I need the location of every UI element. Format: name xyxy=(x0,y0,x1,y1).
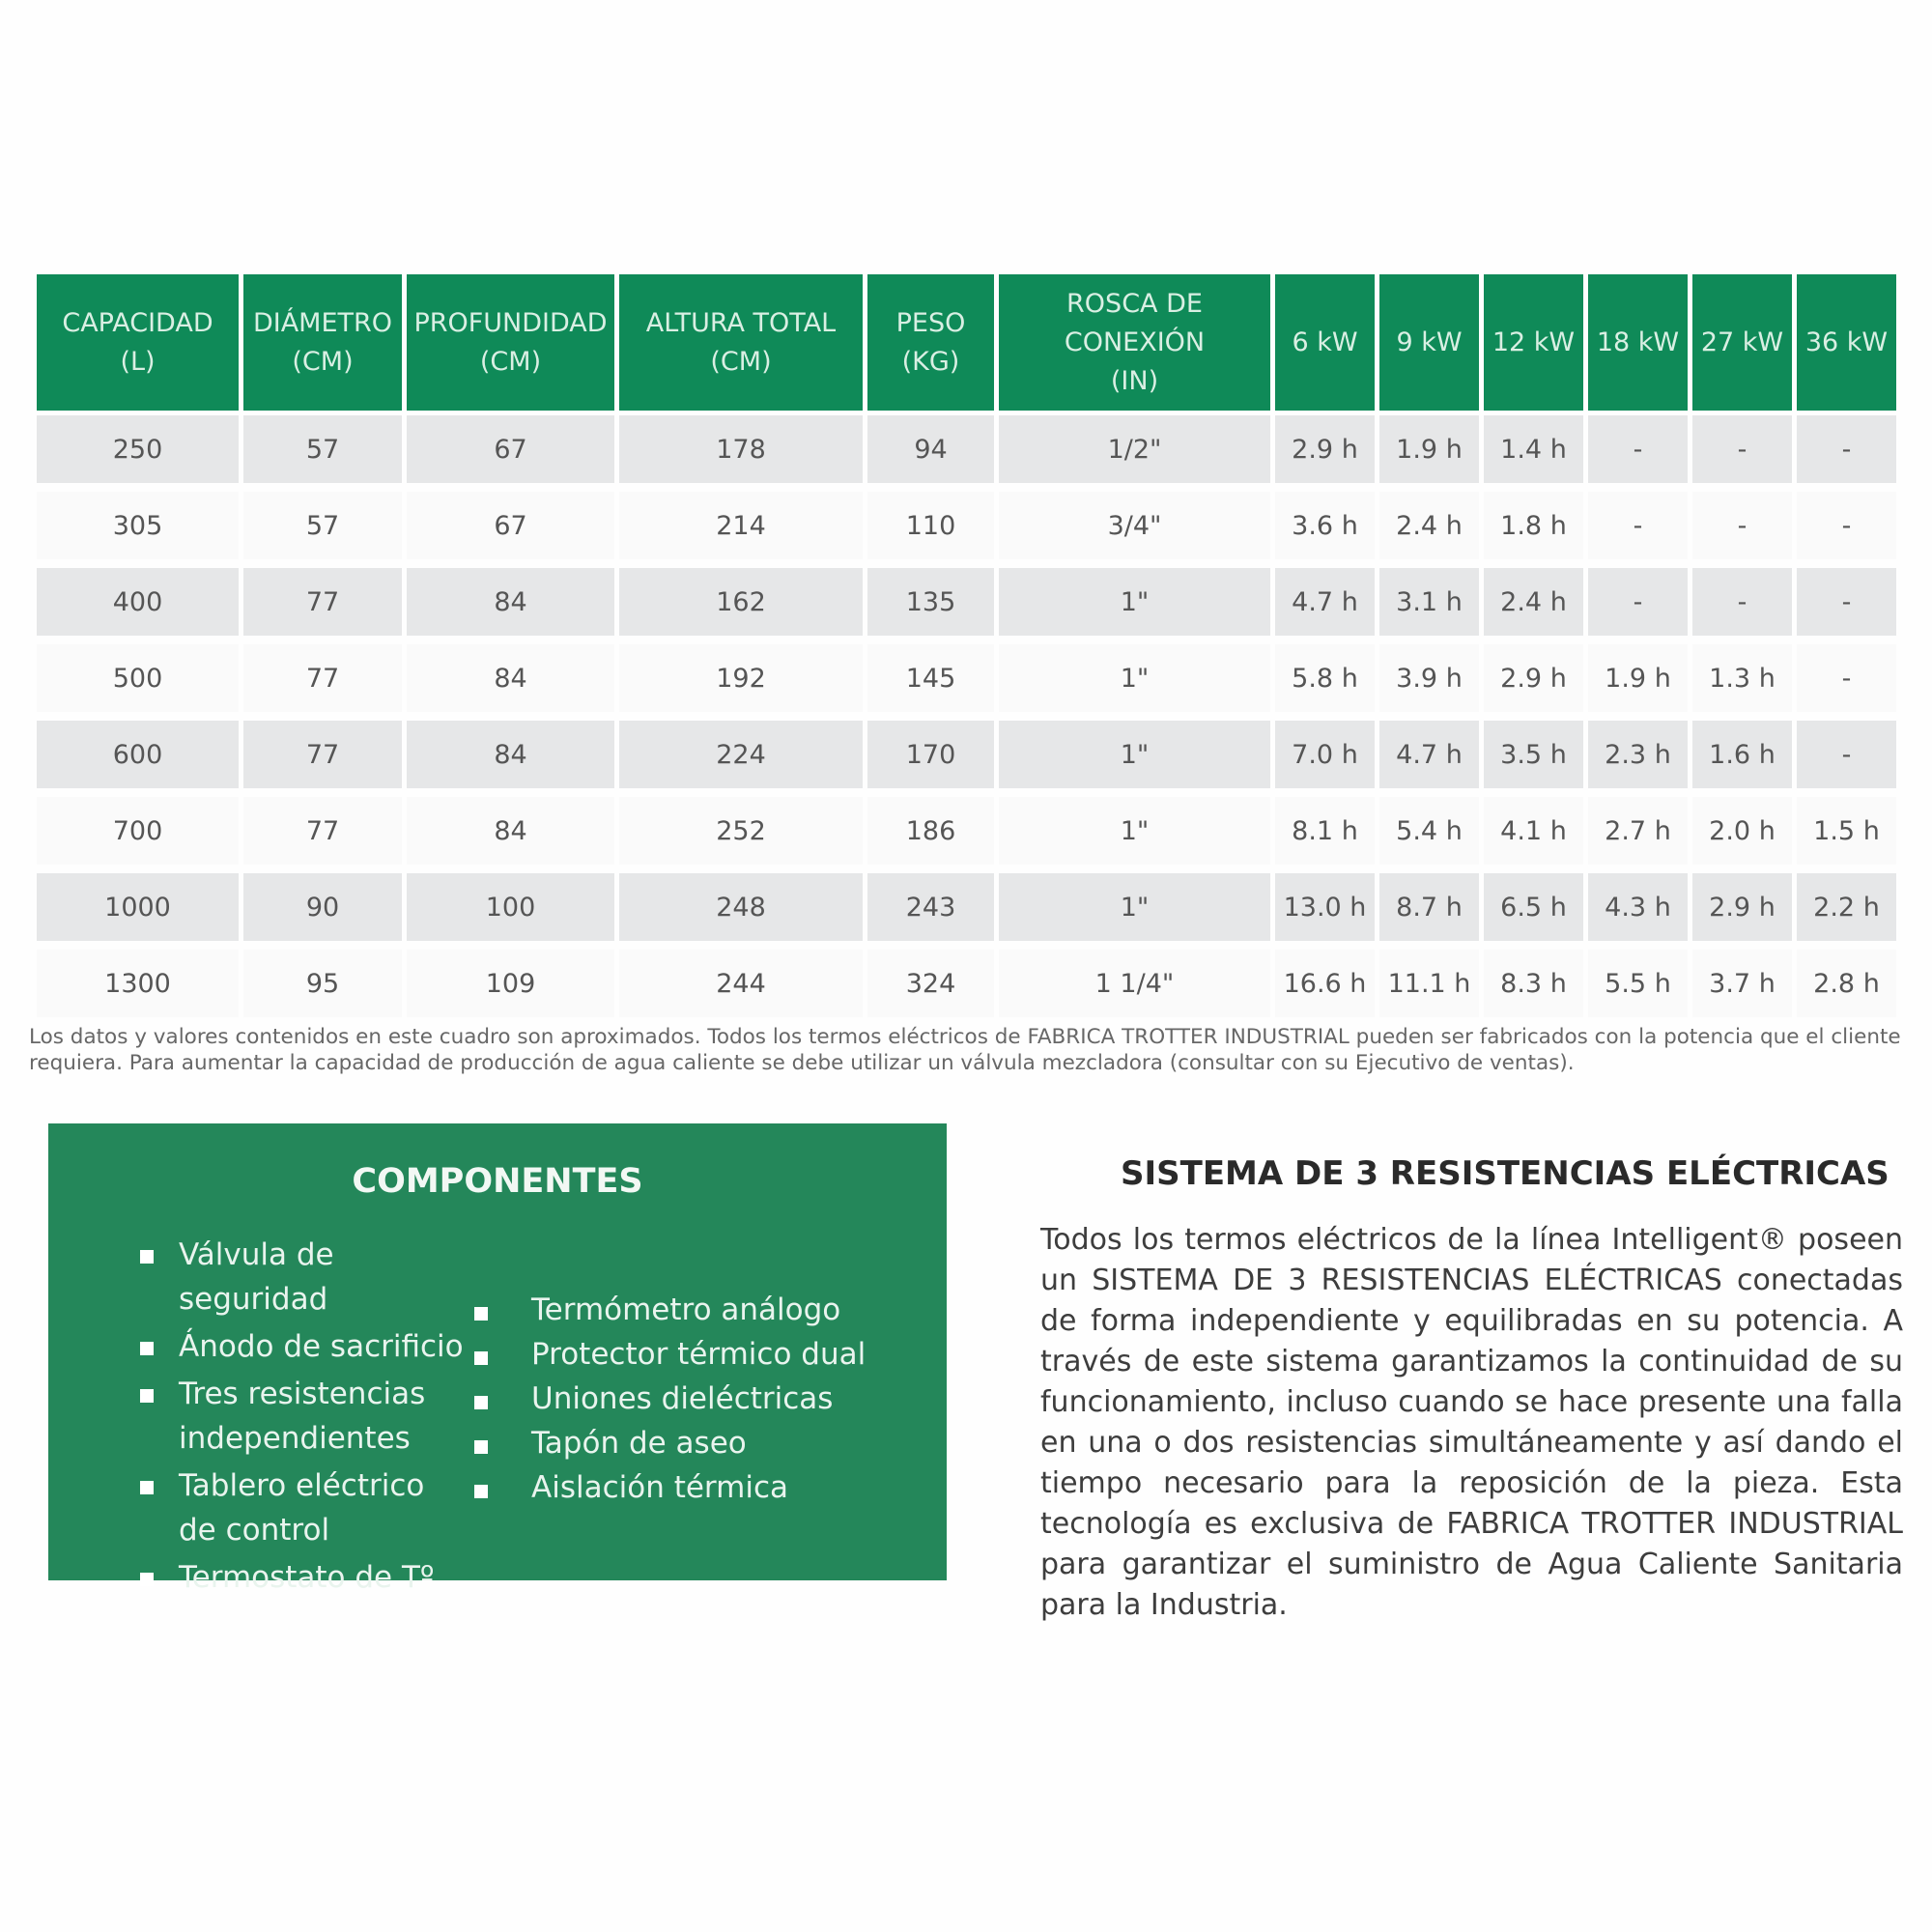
table-cell: 67 xyxy=(407,415,614,492)
table-cell: 1.5 h xyxy=(1797,797,1896,873)
table-cell: 1" xyxy=(999,873,1270,950)
table-cell: 224 xyxy=(619,721,863,797)
list-item xyxy=(457,1332,882,1377)
column-header-line: (CM) xyxy=(710,346,772,377)
column-header-line: 27 kW xyxy=(1700,327,1784,357)
table-cell: 77 xyxy=(243,797,402,873)
table-cell: 2.3 h xyxy=(1588,721,1688,797)
table-cell: 5.4 h xyxy=(1379,797,1479,873)
table-cell: 8.1 h xyxy=(1275,797,1375,873)
table-cell: 248 xyxy=(619,873,863,950)
list-item-label: Uniones dieléctricas xyxy=(531,1381,834,1416)
table-cell: 5.5 h xyxy=(1588,950,1688,1026)
column-header-line: ROSCA DE xyxy=(1066,288,1203,319)
column-header xyxy=(619,274,863,415)
column-header-line: 18 kW xyxy=(1596,327,1680,357)
column-header xyxy=(999,274,1270,415)
column-header xyxy=(1275,274,1375,415)
square-bullet-icon xyxy=(474,1307,488,1321)
list-item xyxy=(457,1465,882,1510)
table-cell: 2.9 h xyxy=(1692,873,1792,950)
column-header xyxy=(1797,274,1896,415)
table-cell: 57 xyxy=(243,415,402,492)
table-cell: 1" xyxy=(999,644,1270,721)
table-cell: 84 xyxy=(407,797,614,873)
column-header xyxy=(37,274,239,415)
table-cell: 1000 xyxy=(37,873,239,950)
table-cell: 3/4" xyxy=(999,492,1270,568)
table-cell: 1.3 h xyxy=(1692,644,1792,721)
table-cell: 1.4 h xyxy=(1484,415,1583,492)
table-cell: 7.0 h xyxy=(1275,721,1375,797)
table-cell: 84 xyxy=(407,721,614,797)
table-cell: 2.8 h xyxy=(1797,950,1896,1026)
table-cell: 1/2" xyxy=(999,415,1270,492)
table-cell: 1" xyxy=(999,568,1270,644)
table-cell: 8.7 h xyxy=(1379,873,1479,950)
table-body xyxy=(37,415,1896,1026)
table-cell: - xyxy=(1797,721,1896,797)
componentes-list-left xyxy=(130,1233,469,1603)
table-cell: 2.2 h xyxy=(1797,873,1896,950)
table-cell: 3.6 h xyxy=(1275,492,1375,568)
table-row xyxy=(37,721,1896,797)
column-header xyxy=(1588,274,1688,415)
table-row xyxy=(37,644,1896,721)
spec-table xyxy=(32,274,1901,1026)
table-cell: 4.3 h xyxy=(1588,873,1688,950)
list-item xyxy=(130,1233,469,1321)
sistema-title: SISTEMA DE 3 RESISTENCIAS ELÉCTRICAS xyxy=(1121,1154,1889,1193)
table-cell: 214 xyxy=(619,492,863,568)
table-cell: - xyxy=(1797,492,1896,568)
column-header xyxy=(867,274,994,415)
table-cell: 1.9 h xyxy=(1588,644,1688,721)
table-cell: - xyxy=(1692,492,1792,568)
table-cell: - xyxy=(1797,415,1896,492)
table-row xyxy=(37,950,1896,1026)
column-header xyxy=(1692,274,1792,415)
column-header-line: PROFUNDIDAD xyxy=(413,307,608,338)
list-item-label: Válvula de seguridad xyxy=(179,1237,334,1317)
square-bullet-icon xyxy=(474,1396,488,1409)
square-bullet-icon xyxy=(474,1351,488,1365)
table-cell: - xyxy=(1797,568,1896,644)
column-header-line: 36 kW xyxy=(1804,327,1889,357)
table-cell: 2.4 h xyxy=(1379,492,1479,568)
table-cell: 4.7 h xyxy=(1275,568,1375,644)
table-cell: 6.5 h xyxy=(1484,873,1583,950)
table-cell: 135 xyxy=(867,568,994,644)
square-bullet-icon xyxy=(140,1481,154,1494)
table-row xyxy=(37,873,1896,950)
column-header-line: 9 kW xyxy=(1396,327,1463,357)
componentes-title: COMPONENTES xyxy=(352,1162,643,1201)
column-header-line: (L) xyxy=(120,346,156,377)
table-cell: 109 xyxy=(407,950,614,1026)
list-item xyxy=(457,1421,882,1465)
table-cell: 67 xyxy=(407,492,614,568)
list-item xyxy=(130,1324,469,1369)
table-cell: - xyxy=(1588,568,1688,644)
list-item xyxy=(457,1377,882,1421)
column-header-line: CONEXIÓN xyxy=(1064,327,1206,357)
table-cell: 2.9 h xyxy=(1275,415,1375,492)
table-cell: 250 xyxy=(37,415,239,492)
list-item xyxy=(130,1463,469,1552)
column-header xyxy=(1484,274,1583,415)
table-cell: 100 xyxy=(407,873,614,950)
list-item-label: Termostato de Tº xyxy=(179,1560,435,1595)
table-cell: 1.8 h xyxy=(1484,492,1583,568)
componentes-box xyxy=(48,1123,947,1595)
table-footnote: Los datos y valores contenidos en este cuadro son aproximados. Todos los termos eléctricos de FABRICA TROTTER INDUSTRIAL pueden ser fabricados con la potencia que el cliente requiera. Para aumentar la capacidad de producción de agua caliente se debe utilizar un válvula mezcladora (consultar con su Ejecutivo de ventas). xyxy=(29,1025,1901,1075)
table-row xyxy=(37,415,1896,492)
table-cell: - xyxy=(1797,644,1896,721)
table-cell: 700 xyxy=(37,797,239,873)
table-cell: 16.6 h xyxy=(1275,950,1375,1026)
table-cell: 1.9 h xyxy=(1379,415,1479,492)
table-cell: - xyxy=(1692,568,1792,644)
table-cell: 145 xyxy=(867,644,994,721)
table-cell: 77 xyxy=(243,721,402,797)
square-bullet-icon xyxy=(140,1389,154,1403)
column-header xyxy=(1379,274,1479,415)
table-cell: 77 xyxy=(243,568,402,644)
table-cell: 94 xyxy=(867,415,994,492)
list-item-label: Tablero eléctrico de control xyxy=(179,1468,425,1548)
table-cell: 1.6 h xyxy=(1692,721,1792,797)
table-cell: - xyxy=(1692,415,1792,492)
table-cell: 5.8 h xyxy=(1275,644,1375,721)
list-item xyxy=(130,1555,469,1600)
table-header-row xyxy=(37,274,1896,415)
list-item-label: Protector térmico dual xyxy=(531,1337,867,1372)
table-cell: 2.9 h xyxy=(1484,644,1583,721)
column-header-line: (IN) xyxy=(1110,365,1159,396)
table-cell: - xyxy=(1588,415,1688,492)
square-bullet-icon xyxy=(140,1250,154,1264)
table-cell: 110 xyxy=(867,492,994,568)
column-header-line: 12 kW xyxy=(1492,327,1576,357)
column-header-line: ALTURA TOTAL xyxy=(645,307,837,338)
list-item-label: Aislación térmica xyxy=(531,1470,788,1505)
column-header-line: PESO xyxy=(895,307,966,338)
table-row xyxy=(37,492,1896,568)
table-cell: 2.7 h xyxy=(1588,797,1688,873)
table-cell: 95 xyxy=(243,950,402,1026)
table-cell: 2.0 h xyxy=(1692,797,1792,873)
list-item-label: Ánodo de sacrificio xyxy=(179,1329,464,1364)
table-cell: 4.7 h xyxy=(1379,721,1479,797)
table-cell: 4.1 h xyxy=(1484,797,1583,873)
table-cell: 1" xyxy=(999,797,1270,873)
table-cell: 84 xyxy=(407,568,614,644)
column-header-line: 6 kW xyxy=(1292,327,1358,357)
column-header xyxy=(243,274,402,415)
table-cell: 1300 xyxy=(37,950,239,1026)
table-cell: 500 xyxy=(37,644,239,721)
table-cell: 400 xyxy=(37,568,239,644)
table-cell: 57 xyxy=(243,492,402,568)
table-row xyxy=(37,797,1896,873)
list-item xyxy=(457,1288,882,1332)
table-cell: 8.3 h xyxy=(1484,950,1583,1026)
list-item-label: Termómetro análogo xyxy=(531,1293,841,1327)
column-header-line: (CM) xyxy=(479,346,542,377)
square-bullet-icon xyxy=(474,1440,488,1454)
table-cell: 3.5 h xyxy=(1484,721,1583,797)
column-header-line: CAPACIDAD xyxy=(62,307,213,338)
column-header-line: DIÁMETRO xyxy=(252,307,393,338)
table-cell: 600 xyxy=(37,721,239,797)
componentes-list-right xyxy=(457,1288,882,1510)
table-cell: 305 xyxy=(37,492,239,568)
table-cell: 192 xyxy=(619,644,863,721)
table-cell: 170 xyxy=(867,721,994,797)
sistema-description: Todos los termos eléctricos de la línea Intelligent® poseen un SISTEMA DE 3 RESISTENCIAS ELÉCTRICAS conectadas de forma independiente y equilibradas en su potencia. A través de este sistema garantizamos la continuidad de su funcionamiento, incluso cuando se hace presente una falla en una o dos resistencias simultáneamente y así dando el tiempo necesario para la reposición de la pieza. Esta tecnología es exclusiva de FABRICA TROTTER INDUSTRIAL para garantizar el suministro de Agua Caliente Sanitaria para la Industria. xyxy=(1040,1223,1903,1622)
table-cell: 244 xyxy=(619,950,863,1026)
table-cell: 11.1 h xyxy=(1379,950,1479,1026)
list-item-label: Tres resistencias independientes xyxy=(179,1377,426,1456)
table-cell: 3.7 h xyxy=(1692,950,1792,1026)
table-cell: - xyxy=(1588,492,1688,568)
table-cell: 324 xyxy=(867,950,994,1026)
column-header-line: (KG) xyxy=(901,346,960,377)
column-header xyxy=(407,274,614,415)
table-cell: 1" xyxy=(999,721,1270,797)
list-item xyxy=(130,1372,469,1461)
table-cell: 2.4 h xyxy=(1484,568,1583,644)
table-cell: 1 1/4" xyxy=(999,950,1270,1026)
table-cell: 13.0 h xyxy=(1275,873,1375,950)
table-cell: 178 xyxy=(619,415,863,492)
table-cell: 3.1 h xyxy=(1379,568,1479,644)
table-cell: 186 xyxy=(867,797,994,873)
column-header-line: (CM) xyxy=(292,346,354,377)
table-cell: 84 xyxy=(407,644,614,721)
square-bullet-icon xyxy=(140,1573,154,1586)
list-item-label: Tapón de aseo xyxy=(531,1426,747,1461)
table-cell: 3.9 h xyxy=(1379,644,1479,721)
table-cell: 243 xyxy=(867,873,994,950)
table-row xyxy=(37,568,1896,644)
table-cell: 252 xyxy=(619,797,863,873)
table-cell: 77 xyxy=(243,644,402,721)
square-bullet-icon xyxy=(474,1485,488,1498)
table-cell: 162 xyxy=(619,568,863,644)
table-cell: 90 xyxy=(243,873,402,950)
square-bullet-icon xyxy=(140,1342,154,1355)
